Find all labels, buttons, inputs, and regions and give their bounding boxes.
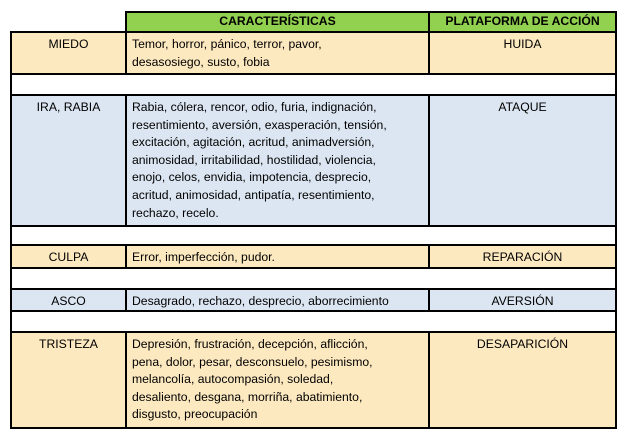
characteristics-cell (125, 288, 430, 312)
header-plataforma: PLATAFORMA DE ACCIÓN (428, 11, 617, 33)
action-cell: AVERSIÓN (428, 288, 617, 312)
characteristics-cell (125, 244, 430, 269)
characteristics-line: animosidad, irritabilidad, hostilidad, violencia, (132, 152, 376, 167)
characteristics-line: resentimiento, aversión, exasperación, tensión, (132, 117, 387, 132)
characteristics-line: Error, imperfección, pudor. (132, 250, 275, 264)
spacer-row (10, 267, 617, 290)
emotion-cell: CULPA (10, 244, 127, 269)
spacer-row (10, 310, 617, 333)
action-cell: ATAQUE (428, 94, 617, 227)
row-culpa (10, 244, 617, 269)
characteristics-cell (125, 31, 430, 75)
characteristics-cell (125, 94, 430, 227)
action-cell: HUIDA (428, 31, 617, 75)
characteristics-line: desasosiego, susto, fobia (132, 54, 270, 69)
characteristics-line: Depresión, frustración, decepción, aflicción, (132, 337, 368, 351)
characteristics-line: Temor, horror, pánico, terror, pavor, (132, 37, 322, 51)
characteristics-cell (125, 331, 430, 429)
characteristics-line: enojo, celos, envidia, impotencia, desprecio, (132, 170, 372, 185)
characteristics-line: Rabia, cólera, rencor, odio, furia, indignación, (132, 100, 377, 114)
characteristics-line: melancolía, autocompasión, soledad, (132, 372, 334, 387)
row-tristeza (10, 331, 617, 429)
spacer-row (10, 73, 617, 96)
row-asco (10, 288, 617, 312)
emotion-cell: IRA, RABIA (10, 94, 127, 227)
characteristics-line: acritud, animosidad, antipatía, resentimiento, (132, 187, 375, 202)
emotion-cell: MIEDO (10, 31, 127, 75)
action-cell: REPARACIÓN (428, 244, 617, 269)
characteristics-line: disgusto, preocupación (132, 407, 258, 422)
emotion-cell: TRISTEZA (10, 331, 127, 429)
row-miedo (10, 31, 617, 75)
action-cell: DESAPARICIÓN (428, 331, 617, 429)
header-row (10, 11, 617, 33)
row-ira-rabia (10, 94, 617, 227)
characteristics-line: desaliento, desgana, morriña, abatimiento, (132, 389, 363, 404)
spacer-row (10, 225, 617, 246)
header-caracteristicas: CARACTERÍSTICAS (125, 11, 430, 33)
characteristics-line: excitación, agitación, acritud, animadversión, (132, 135, 375, 150)
characteristics-line: rechazo, recelo. (132, 205, 219, 220)
emotion-cell: ASCO (10, 288, 127, 312)
characteristics-line: pena, dolor, pesar, desconsuelo, pesimismo, (132, 354, 373, 369)
characteristics-line: Desagrado, rechazo, desprecio, aborrecimiento (132, 294, 389, 308)
